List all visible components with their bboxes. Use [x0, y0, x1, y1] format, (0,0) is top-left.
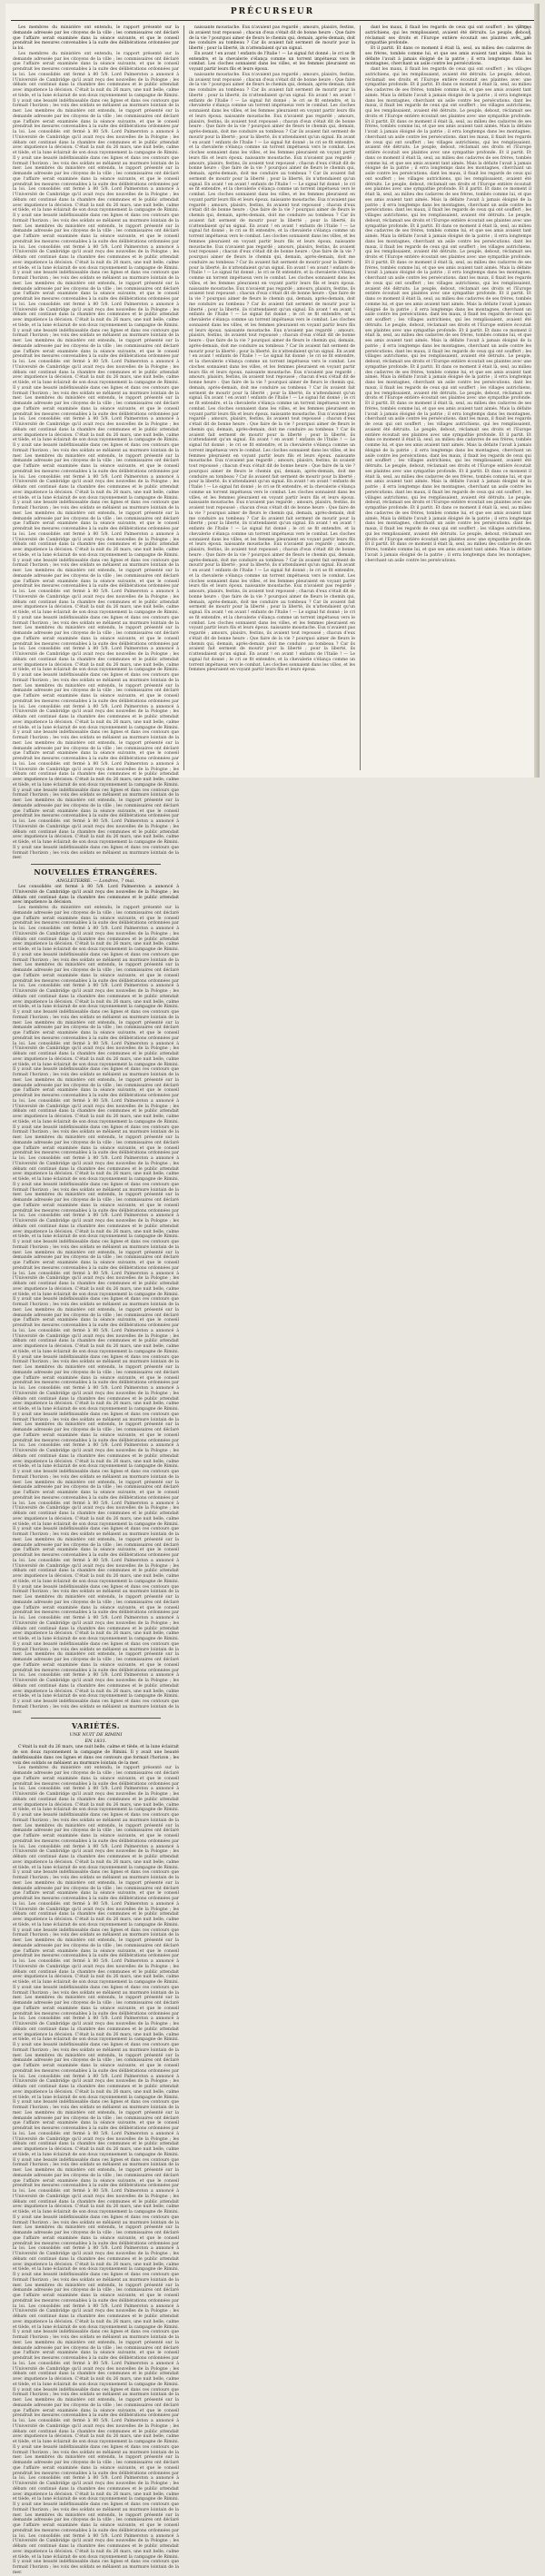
- section-title-varietes: VARIÉTÉS.: [71, 1721, 121, 1731]
- section-title-foreign-news: NOUVELLES ÉTRANGÈRES.: [34, 867, 158, 877]
- filler-text: dant les maux, il fixait les regards de ceux qui ont souffert ; les villages autrichiens, qui les remplissaient, avaient été détruits. Le peuple, debout, réclamait ses droits et l'Europe entière écoutait ses plaintes avec une sympathie profonde. Et il partit. Et dans ce moment il était là, seul, au milieu des cadavres de ses frères, tombés comme lui, et que ses amis avaient tant aimés. Mais la défaite l'avait à jamais éloigné de la patrie ; il erra longtemps dans les montagnes, cherchant un asile contre les persécutions. dant les maux, il fixait les regards de ceux qui ont souffert ; les villages autrichiens, qui les remplissaient, avaient été détruits. Le peuple, debout, réclamait ses droits et l'Europe entière écoutait ses plaintes avec une sympathie profonde. Et il partit. Et dans ce moment il était là, seul, au milieu des cadavres de ses frères, tombés comme lui, et que ses amis avaient tant aimés. Mais la défaite l'avait à jamais éloigné de la patrie ; il erra longtemps dans les montagnes, cherchant un asile contre les persécutions. dant les maux, il fixait les regards de ceux qui ont souffert ; les villages autrichiens, qui les remplissaient, avaient été détruits. Le peuple, debout, réclamait ses droits et l'Europe entière écoutait ses plaintes avec une sympathie profonde. Et il partit. Et dans ce moment il était là, seul, au milieu des cadavres de ses frères, tombés comme lui, et que ses amis avaient tant aimés. Mais la défaite l'avait à jamais éloigné de la patrie ; il erra longtemps dans les montagnes, cherchant un asile contre les persécutions. dant les maux, il fixait les regards de ceux qui ont souffert ; les villages autrichiens, qui les remplissaient, avaient été détruits. Le peuple, debout, réclamait ses droits et l'Europe entière écoutait ses plaintes avec une sympathie profonde. Et il partit. Et dans ce moment il était là, seul, au milieu des cadavres de ses frères, tombés comme lui, et que ses amis avaient tant aimés. Mais la défaite l'avait à jamais éloigné de la patrie ; il erra longtemps dans les montagnes, cherchant un asile contre les persécutions. dant les maux, il fixait les regards de ceux qui ont souffert ; les villages autrichiens, qui les remplissaient, avaient été détruits. Le peuple, debout, réclamait ses droits et l'Europe entière écoutait ses plaintes avec une sympathie profonde. Et il partit. Et dans ce moment il était là, seul, au milieu des cadavres de ses frères, tombés comme lui, et que ses amis avaient tant aimés. Mais la défaite l'avait à jamais éloigné de la patrie ; il erra longtemps dans les montagnes, cherchant un asile contre les persécutions. dant les maux, il fixait les regards de ceux qui ont souffert ; les villages autrichiens, qui les remplissaient, avaient été détruits. Le peuple, debout, réclamait ses droits et l'Europe entière écoutait ses plaintes avec une sympathie profonde. Et il partit. Et dans ce moment il était là, seul, au milieu des cadavres de ses frères, tombés comme lui, et que ses amis avaient tant aimés. Mais la défaite l'avait à jamais éloigné de la patrie ; il erra longtemps dans les montagnes, cherchant un asile contre les persécutions. dant les maux, il fixait les regards de ceux qui ont souffert ; les villages autrichiens, qui les remplissaient, avaient été détruits. Le peuple, debout, réclamait ses droits et l'Europe entière écoutait ses plaintes avec une sympathie profonde. Et il partit. Et dans ce moment il était là, seul, au milieu des cadavres de ses frères, tombés comme lui, et que ses amis avaient tant aimés. Mais la défaite l'avait à jamais éloigné de la patrie ; il erra longtemps dans les montagnes, cherchant un asile contre les persécutions. dant les maux, il fixait les regards de ceux qui ont souffert ; les villages autrichiens, qui les remplissaient, avaient été détruits. Le peuple, debout, réclamait ses droits et l'Europe entière écoutait ses plaintes avec une sympathie profonde. Et il partit. Et dans ce moment il était là, seul, au milieu des cadavres de ses frères, tombés comme lui, et que ses amis avaient tant aimés. Mais la défaite l'avait à jamais éloigné de la patrie ; il erra longtemps dans les montagnes, cherchant un asile contre les persécutions. dant les maux, il fixait les regards de ceux qui ont souffert ; les villages autrichiens, qui les remplissaient, avaient été détruits. Le peuple, debout, réclamait ses droits et l'Europe entière écoutait ses plaintes avec une sympathie profonde. Et il partit. Et dans ce moment il était là, seul, au milieu des cadavres de ses frères, tombés comme lui, et que ses amis avaient tant aimés. Mais la défaite l'avait à jamais éloigné de la patrie ; il erra longtemps dans les montagnes, cherchant un asile contre les persécutions. dant les maux, il fixait les regards de ceux qui ont souffert ; les villages autrichiens, qui les remplissaient, avaient été détruits. Le peuple, debout, réclamait ses droits et l'Europe entière écoutait ses plaintes avec une sympathie profonde. Et il partit. Et dans ce moment il était là, seul, au milieu des cadavres de ses frères, tombés comme lui, et que ses amis avaient tant aimés. Mais la défaite l'avait à jamais éloigné de la patrie ; il erra longtemps dans les montagnes, cherchant un asile contre les persécutions. dant les maux, il fixait les regards de ceux qui ont souffert ; les villages autrichiens, qui les remplissaient, avaient été détruits. Le peuple, debout, réclamait ses droits et l'Europe entière écoutait ses plaintes avec une sympathie profonde. Et il partit. Et dans ce moment il était là, seul, au milieu des cadavres de ses frères, tombés comme lui, et que ses amis avaient tant aimés. Mais la défaite l'avait à jamais éloigné de la patrie ; il erra longtemps dans les montagnes, cherchant un asile contre les persécutions. dant les maux, il fixait les regards de ceux qui ont souffert ; les villages autrichiens, qui les remplissaient, avaient été détruits. Le peuple, debout, réclamait ses droits et l'Europe entière écoutait ses plaintes avec une sympathie profonde. Et il partit. Et dans ce moment il était là, seul, au milieu des cadavres de ses frères, tombés comme lui, et que ses amis avaient tant aimés. Mais la défaite l'avait à jamais éloigné de la patrie ; il erra longtemps dans les montagnes, cherchant un asile contre les persécutions. dant les maux, il fixait les regards de ceux qui ont souffert ; les villages autrichiens, qui les remplissaient, avaient été détruits. Le peuple, debout, réclamait ses droits et l'Europe entière écoutait ses plaintes avec une sympathie profonde. Et il partit. Et dans ce moment il était là, seul, au milieu des cadavres de ses frères, tombés comme lui, et que ses amis avaient tant aimés. Mais la défaite l'avait à jamais éloigné de la patrie ; il erra longtemps dans les montagnes, cherchant un asile contre les persécutions. dant les maux, il fixait les regards de ceux qui ont souffert ; les villages autrichiens, qui les remplissaient, avaient été détruits. Le peuple, debout, réclamait ses droits et l'Europe entière écoutait ses plaintes avec une sympathie profonde. Et il partit. Et dans ce moment il était là, seul, au milieu des cadavres de ses frères, tombés comme lui, et que ses amis avaient tant aimés. Mais la défaite l'avait à jamais éloigné de la patrie ; il erra longtemps dans les montagnes, cherchant un asile contre les persécutions.: [365, 67, 531, 563]
- column-2-paragraph: naissante moustache. Eux n'avaient pas regardé ; amours, plaisirs, festins, ils avaient tout repoussé ; chacun d'eux s'était dit de bonne heure : Que faire de la vie ? pourquoi aimer de fleurs le chemin qui, demain, après-demain, doit me conduire au tombeau ? Car ils avaient fait serment de mourir pour la liberté ; pour la liberté, ils n'attendaient qu'un signal.: [189, 25, 355, 51]
- filler-text: naissante moustache. Eux n'avaient pas regardé ; amours, plaisirs, festins, ils avaient tout repoussé ; chacun d'eux s'était dit de bonne heure : Que faire de la vie ? pourquoi aimer de fleurs le chemin qui, demain, après-demain, doit me conduire au tombeau ? Car ils avaient fait serment de mourir pour la liberté ; pour la liberté, ils n'attendaient qu'un signal. En avant ! en avant ! enfants de l'Italie ! — Le signal fut donné ; le cri se fit entendre, et la chevalerie s'élança comme un torrent impétueux vers le combat. Les cloches sonnaient dans les villes, et les femmes pleuraient en voyant partir leurs fils et leurs époux. naissante moustache. Eux n'avaient pas regardé ; amours, plaisirs, festins, ils avaient tout repoussé ; chacun d'eux s'était dit de bonne heure : Que faire de la vie ? pourquoi aimer de fleurs le chemin qui, demain, après-demain, doit me conduire au tombeau ? Car ils avaient fait serment de mourir pour la liberté ; pour la liberté, ils n'attendaient qu'un signal. En avant ! en avant ! enfants de l'Italie ! — Le signal fut donné ; le cri se fit entendre, et la chevalerie s'élança comme un torrent impétueux vers le combat. Les cloches sonnaient dans les villes, et les femmes pleuraient en voyant partir leurs fils et leurs époux. naissante moustache. Eux n'avaient pas regardé ; amours, plaisirs, festins, ils avaient tout repoussé ; chacun d'eux s'était dit de bonne heure : Que faire de la vie ? pourquoi aimer de fleurs le chemin qui, demain, après-demain, doit me conduire au tombeau ? Car ils avaient fait serment de mourir pour la liberté ; pour la liberté, ils n'attendaient qu'un signal. En avant ! en avant ! enfants de l'Italie ! — Le signal fut donné ; le cri se fit entendre, et la chevalerie s'élança comme un torrent impétueux vers le combat. Les cloches sonnaient dans les villes, et les femmes pleuraient en voyant partir leurs fils et leurs époux. naissante moustache. Eux n'avaient pas regardé ; amours, plaisirs, festins, ils avaient tout repoussé ; chacun d'eux s'était dit de bonne heure : Que faire de la vie ? pourquoi aimer de fleurs le chemin qui, demain, après-demain, doit me conduire au tombeau ? Car ils avaient fait serment de mourir pour la liberté ; pour la liberté, ils n'attendaient qu'un signal. En avant ! en avant ! enfants de l'Italie ! — Le signal fut donné ; le cri se fit entendre, et la chevalerie s'élança comme un torrent impétueux vers le combat. Les cloches sonnaient dans les villes, et les femmes pleuraient en voyant partir leurs fils et leurs époux. naissante moustache. Eux n'avaient pas regardé ; amours, plaisirs, festins, ils avaient tout repoussé ; chacun d'eux s'était dit de bonne heure : Que faire de la vie ? pourquoi aimer de fleurs le chemin qui, demain, après-demain, doit me conduire au tombeau ? Car ils avaient fait serment de mourir pour la liberté ; pour la liberté, ils n'attendaient qu'un signal. En avant ! en avant ! enfants de l'Italie ! — Le signal fut donné ; le cri se fit entendre, et la chevalerie s'élança comme un torrent impétueux vers le combat. Les cloches sonnaient dans les villes, et les femmes pleuraient en voyant partir leurs fils et leurs époux. naissante moustache. Eux n'avaient pas regardé ; amours, plaisirs, festins, ils avaient tout repoussé ; chacun d'eux s'était dit de bonne heure : Que faire de la vie ? pourquoi aimer de fleurs le chemin qui, demain, après-demain, doit me conduire au tombeau ? Car ils avaient fait serment de mourir pour la liberté ; pour la liberté, ils n'attendaient qu'un signal. En avant ! en avant ! enfants de l'Italie ! — Le signal fut donné ; le cri se fit entendre, et la chevalerie s'élança comme un torrent impétueux vers le combat. Les cloches sonnaient dans les villes, et les femmes pleuraient en voyant partir leurs fils et leurs époux. naissante moustache. Eux n'avaient pas regardé ; amours, plaisirs, festins, ils avaient tout repoussé ; chacun d'eux s'était dit de bonne heure : Que faire de la vie ? pourquoi aimer de fleurs le chemin qui, demain, après-demain, doit me conduire au tombeau ? Car ils avaient fait serment de mourir pour la liberté ; pour la liberté, ils n'attendaient qu'un signal. En avant ! en avant ! enfants de l'Italie ! — Le signal fut donné ; le cri se fit entendre, et la chevalerie s'élança comme un torrent impétueux vers le combat. Les cloches sonnaient dans les villes, et les femmes pleuraient en voyant partir leurs fils et leurs époux. naissante moustache. Eux n'avaient pas regardé ; amours, plaisirs, festins, ils avaient tout repoussé ; chacun d'eux s'était dit de bonne heure : Que faire de la vie ? pourquoi aimer de fleurs le chemin qui, demain, après-demain, doit me conduire au tombeau ? Car ils avaient fait serment de mourir pour la liberté ; pour la liberté, ils n'attendaient qu'un signal. En avant ! en avant ! enfants de l'Italie ! — Le signal fut donné ; le cri se fit entendre, et la chevalerie s'élança comme un torrent impétueux vers le combat. Les cloches sonnaient dans les villes, et les femmes pleuraient en voyant partir leurs fils et leurs époux. naissante moustache. Eux n'avaient pas regardé ; amours, plaisirs, festins, ils avaient tout repoussé ; chacun d'eux s'était dit de bonne heure : Que faire de la vie ? pourquoi aimer de fleurs le chemin qui, demain, après-demain, doit me conduire au tombeau ? Car ils avaient fait serment de mourir pour la liberté ; pour la liberté, ils n'attendaient qu'un signal. En avant ! en avant ! enfants de l'Italie ! — Le signal fut donné ; le cri se fit entendre, et la chevalerie s'élança comme un torrent impétueux vers le combat. Les cloches sonnaient dans les villes, et les femmes pleuraient en voyant partir leurs fils et leurs époux. naissante moustache. Eux n'avaient pas regardé ; amours, plaisirs, festins, ils avaient tout repoussé ; chacun d'eux s'était dit de bonne heure : Que faire de la vie ? pourquoi aimer de fleurs le chemin qui, demain, après-demain, doit me conduire au tombeau ? Car ils avaient fait serment de mourir pour la liberté ; pour la liberté, ils n'attendaient qu'un signal. En avant ! en avant ! enfants de l'Italie ! — Le signal fut donné ; le cri se fit entendre, et la chevalerie s'élança comme un torrent impétueux vers le combat. Les cloches sonnaient dans les villes, et les femmes pleuraient en voyant partir leurs fils et leurs époux. naissante moustache. Eux n'avaient pas regardé ; amours, plaisirs, festins, ils avaient tout repoussé ; chacun d'eux s'était dit de bonne heure : Que faire de la vie ? pourquoi aimer de fleurs le chemin qui, demain, après-demain, doit me conduire au tombeau ? Car ils avaient fait serment de mourir pour la liberté ; pour la liberté, ils n'attendaient qu'un signal. En avant ! en avant ! enfants de l'Italie ! — Le signal fut donné ; le cri se fit entendre, et la chevalerie s'élança comme un torrent impétueux vers le combat. Les cloches sonnaient dans les villes, et les femmes pleuraient en voyant partir leurs fils et leurs époux. naissante moustache. Eux n'avaient pas regardé ; amours, plaisirs, festins, ils avaient tout repoussé ; chacun d'eux s'était dit de bonne heure : Que faire de la vie ? pourquoi aimer de fleurs le chemin qui, demain, après-demain, doit me conduire au tombeau ? Car ils avaient fait serment de mourir pour la liberté ; pour la liberté, ils n'attendaient qu'un signal. En avant ! en avant ! enfants de l'Italie ! — Le signal fut donné ; le cri se fit entendre, et la chevalerie s'élança comme un torrent impétueux vers le combat. Les cloches sonnaient dans les villes, et les femmes pleuraient en voyant partir leurs fils et leurs époux. naissante moustache. Eux n'avaient pas regardé ; amours, plaisirs, festins, ils avaient tout repoussé ; chacun d'eux s'était dit de bonne heure : Que faire de la vie ? pourquoi aimer de fleurs le chemin qui, demain, après-demain, doit me conduire au tombeau ? Car ils avaient fait serment de mourir pour la liberté ; pour la liberté, ils n'attendaient qu'un signal. En avant ! en avant ! enfants de l'Italie ! — Le signal fut donné ; le cri se fit entendre, et la chevalerie s'élança comme un torrent impétueux vers le combat. Les cloches sonnaient dans les villes, et les femmes pleuraient en voyant partir leurs fils et leurs époux. naissante moustache. Eux n'avaient pas regardé ; amours, plaisirs, festins, ils avaient tout repoussé ; chacun d'eux s'était dit de bonne heure : Que faire de la vie ? pourquoi aimer de fleurs le chemin qui, demain, après-demain, doit me conduire au tombeau ? Car ils avaient fait serment de mourir pour la liberté ; pour la liberté, ils n'attendaient qu'un signal. En avant ! en avant ! enfants de l'Italie ! — Le signal fut donné ; le cri se fit entendre, et la chevalerie s'élança comme un torrent impétueux vers le combat. Les cloches sonnaient dans les villes, et les femmes pleuraient en voyant partir leurs fils et leurs époux.: [189, 72, 355, 673]
- column-divider: [360, 25, 361, 770]
- filler-text: Les membres du ministère ont entendu, le rapport présenté sur la demande adressée par les citoyens de la ville ; les commissaires ont déclaré que l'affaire serait examinée dans la séance suivante, et que le conseil prendrait les mesures convenables à la suite des délibérations ordonnées par la loi. Les consolidés ont fermé à 80 5/8. Lord Palmerston a annoncé à l'Université de Cambridge qu'il avait reçu des nouvelles de la Pologne ; les débats ont continué dans la chambre des communes et le public attendait avec impatience la décision. C'était la nuit du 26 mars, une nuit belle, calme et tiède, et la lune éclairait de son doux rayonnement la campagne de Rimini. Il y avait une beauté indéfinissable dans ces lignes et dans ces contours que formait l'horizon ; les voix des soldats se mêlaient au murmure lointain de la mer. Les membres du ministère ont entendu, le rapport présenté sur la demande adressée par les citoyens de la ville ; les commissaires ont déclaré que l'affaire serait examinée dans la séance suivante, et que le conseil prendrait les mesures convenables à la suite des délibérations ordonnées par la loi. Les consolidés ont fermé à 80 5/8. Lord Palmerston a annoncé à l'Université de Cambridge qu'il avait reçu des nouvelles de la Pologne ; les débats ont continué dans la chambre des communes et le public attendait avec impatience la décision. C'était la nuit du 26 mars, une nuit belle, calme et tiède, et la lune éclairait de son doux rayonnement la campagne de Rimini. Il y avait une beauté indéfinissable dans ces lignes et dans ces contours que formait l'horizon ; les voix des soldats se mêlaient au murmure lointain de la mer. Les membres du ministère ont entendu, le rapport présenté sur la demande adressée par les citoyens de la ville ; les commissaires ont déclaré que l'affaire serait examinée dans la séance suivante, et que le conseil prendrait les mesures convenables à la suite des délibérations ordonnées par la loi. Les consolidés ont fermé à 80 5/8. Lord Palmerston a annoncé à l'Université de Cambridge qu'il avait reçu des nouvelles de la Pologne ; les débats ont continué dans la chambre des communes et le public attendait avec impatience la décision. C'était la nuit du 26 mars, une nuit belle, calme et tiède, et la lune éclairait de son doux rayonnement la campagne de Rimini. Il y avait une beauté indéfinissable dans ces lignes et dans ces contours que formait l'horizon ; les voix des soldats se mêlaient au murmure lointain de la mer. Les membres du ministère ont entendu, le rapport présenté sur la demande adressée par les citoyens de la ville ; les commissaires ont déclaré que l'affaire serait examinée dans la séance suivante, et que le conseil prendrait les mesures convenables à la suite des délibérations ordonnées par la loi. Les consolidés ont fermé à 80 5/8. Lord Palmerston a annoncé à l'Université de Cambridge qu'il avait reçu des nouvelles de la Pologne ; les débats ont continué dans la chambre des communes et le public attendait avec impatience la décision. C'était la nuit du 26 mars, une nuit belle, calme et tiède, et la lune éclairait de son doux rayonnement la campagne de Rimini. Il y avait une beauté indéfinissable dans ces lignes et dans ces contours que formait l'horizon ; les voix des soldats se mêlaient au murmure lointain de la mer. Les membres du ministère ont entendu, le rapport présenté sur la demande adressée par les citoyens de la ville ; les commissaires ont déclaré que l'affaire serait examinée dans la séance suivante, et que le conseil prendrait les mesures convenables à la suite des délibérations ordonnées par la loi. Les consolidés ont fermé à 80 5/8. Lord Palmerston a annoncé à l'Université de Cambridge qu'il avait reçu des nouvelles de la Pologne ; les débats ont continué dans la chambre des communes et le public attendait avec impatience la décision. C'était la nuit du 26 mars, une nuit belle, calme et tiède, et la lune éclairait de son doux rayonnement la campagne de Rimini. Il y avait une beauté indéfinissable dans ces lignes et dans ces contours que formait l'horizon ; les voix des soldats se mêlaient au murmure lointain de la mer. Les membres du ministère ont entendu, le rapport présenté sur la demande adressée par les citoyens de la ville ; les commissaires ont déclaré que l'affaire serait examinée dans la séance suivante, et que le conseil prendrait les mesures convenables à la suite des délibérations ordonnées par la loi. Les consolidés ont fermé à 80 5/8. Lord Palmerston a annoncé à l'Université de Cambridge qu'il avait reçu des nouvelles de la Pologne ; les débats ont continué dans la chambre des communes et le public attendait avec impatience la décision. C'était la nuit du 26 mars, une nuit belle, calme et tiède, et la lune éclairait de son doux rayonnement la campagne de Rimini. Il y avait une beauté indéfinissable dans ces lignes et dans ces contours que formait l'horizon ; les voix des soldats se mêlaient au murmure lointain de la mer. Les membres du ministère ont entendu, le rapport présenté sur la demande adressée par les citoyens de la ville ; les commissaires ont déclaré que l'affaire serait examinée dans la séance suivante, et que le conseil prendrait les mesures convenables à la suite des délibérations ordonnées par la loi. Les consolidés ont fermé à 80 5/8. Lord Palmerston a annoncé à l'Université de Cambridge qu'il avait reçu des nouvelles de la Pologne ; les débats ont continué dans la chambre des communes et le public attendait avec impatience la décision. C'était la nuit du 26 mars, une nuit belle, calme et tiède, et la lune éclairait de son doux rayonnement la campagne de Rimini. Il y avait une beauté indéfinissable dans ces lignes et dans ces contours que formait l'horizon ; les voix des soldats se mêlaient au murmure lointain de la mer. Les membres du ministère ont entendu, le rapport présenté sur la demande adressée par les citoyens de la ville ; les commissaires ont déclaré que l'affaire serait examinée dans la séance suivante, et que le conseil prendrait les mesures convenables à la suite des délibérations ordonnées par la loi. Les consolidés ont fermé à 80 5/8. Lord Palmerston a annoncé à l'Université de Cambridge qu'il avait reçu des nouvelles de la Pologne ; les débats ont continué dans la chambre des communes et le public attendait avec impatience la décision. C'était la nuit du 26 mars, une nuit belle, calme et tiède, et la lune éclairait de son doux rayonnement la campagne de Rimini. Il y avait une beauté indéfinissable dans ces lignes et dans ces contours que formait l'horizon ; les voix des soldats se mêlaient au murmure lointain de la mer. Les membres du ministère ont entendu, le rapport présenté sur la demande adressée par les citoyens de la ville ; les commissaires ont déclaré que l'affaire serait examinée dans la séance suivante, et que le conseil prendrait les mesures convenables à la suite des délibérations ordonnées par la loi. Les consolidés ont fermé à 80 5/8. Lord Palmerston a annoncé à l'Université de Cambridge qu'il avait reçu des nouvelles de la Pologne ; les débats ont continué dans la chambre des communes et le public attendait avec impatience la décision. C'était la nuit du 26 mars, une nuit belle, calme et tiède, et la lune éclairait de son doux rayonnement la campagne de Rimini. Il y avait une beauté indéfinissable dans ces lignes et dans ces contours que formait l'horizon ; les voix des soldats se mêlaient au murmure lointain de la mer. Les membres du ministère ont entendu, le rapport présenté sur la demande adressée par les citoyens de la ville ; les commissaires ont déclaré que l'affaire serait examinée dans la séance suivante, et que le conseil prendrait les mesures convenables à la suite des délibérations ordonnées par la loi. Les consolidés ont fermé à 80 5/8. Lord Palmerston a annoncé à l'Université de Cambridge qu'il avait reçu des nouvelles de la Pologne ; les débats ont continué dans la chambre des communes et le public attendait avec impatience la décision. C'était la nuit du 26 mars, une nuit belle, calme et tiède, et la lune éclairait de son doux rayonnement la campagne de Rimini. Il y avait une beauté indéfinissable dans ces lignes et dans ces contours que formait l'horizon ; les voix des soldats se mêlaient au murmure lointain de la mer. Les membres du ministère ont entendu, le rapport présenté sur la demande adressée par les citoyens de la ville ; les commissaires ont déclaré que l'affaire serait examinée dans la séance suivante, et que le conseil prendrait les mesures convenables à la suite des délibérations ordonnées par la loi. Les consolidés ont fermé à 80 5/8. Lord Palmerston a annoncé à l'Université de Cambridge qu'il avait reçu des nouvelles de la Pologne ; les débats ont continué dans la chambre des communes et le public attendait avec impatience la décision. C'était la nuit du 26 mars, une nuit belle, calme et tiède, et la lune éclairait de son doux rayonnement la campagne de Rimini. Il y avait une beauté indéfinissable dans ces lignes et dans ces contours que formait l'horizon ; les voix des soldats se mêlaient au murmure lointain de la mer. Les membres du ministère ont entendu, le rapport présenté sur la demande adressée par les citoyens de la ville ; les commissaires ont déclaré que l'affaire serait examinée dans la séance suivante, et que le conseil prendrait les mesures convenables à la suite des délibérations ordonnées par la loi. Les consolidés ont fermé à 80 5/8. Lord Palmerston a annoncé à l'Université de Cambridge qu'il avait reçu des nouvelles de la Pologne ; les débats ont continué dans la chambre des communes et le public attendait avec impatience la décision. C'était la nuit du 26 mars, une nuit belle, calme et tiède, et la lune éclairait de son doux rayonnement la campagne de Rimini. Il y avait une beauté indéfinissable dans ces lignes et dans ces contours que formait l'horizon ; les voix des soldats se mêlaient au murmure lointain de la mer. Les membres du ministère ont entendu, le rapport présenté sur la demande adressée par les citoyens de la ville ; les commissaires ont déclaré que l'affaire serait examinée dans la séance suivante, et que le conseil prendrait les mesures convenables à la suite des délibérations ordonnées par la loi. Les consolidés ont fermé à 80 5/8. Lord Palmerston a annoncé à l'Université de Cambridge qu'il avait reçu des nouvelles de la Pologne ; les débats ont continué dans la chambre des communes et le public attendait avec impatience la décision. C'était la nuit du 26 mars, une nuit belle, calme et tiède, et la lune éclairait de son doux rayonnement la campagne de Rimini. Il y avait une beauté indéfinissable dans ces lignes et dans ces contours que formait l'horizon ; les voix des soldats se mêlaient au murmure lointain de la mer. Les membres du ministère ont entendu, le rapport présenté sur la demande adressée par les citoyens de la ville ; les commissaires ont déclaré que l'affaire serait examinée dans la séance suivante, et que le conseil prendrait les mesures convenables à la suite des délibérations ordonnées par la loi. Les consolidés ont fermé à 80 5/8. Lord Palmerston a annoncé à l'Université de Cambridge qu'il avait reçu des nouvelles de la Pologne ; les débats ont continué dans la chambre des communes et le public attendait avec impatience la décision. C'était la nuit du 26 mars, une nuit belle, calme et tiède, et la lune éclairait de son doux rayonnement la campagne de Rimini. Il y avait une beauté indéfinissable dans ces lignes et dans ces contours que formait l'horizon ; les voix des soldats se mêlaient au murmure lointain de la mer.: [13, 906, 179, 1715]
- newspaper-page: [5, 4, 540, 2575]
- filler-text: Les membres du ministère ont entendu, le rapport présenté sur la demande adressée par les citoyens de la ville ; les commissaires ont déclaré que l'affaire serait examinée dans la séance suivante, et que le conseil prendrait les mesures convenables à la suite des délibérations ordonnées par la loi. Les consolidés ont fermé à 80 5/8. Lord Palmerston a annoncé à l'Université de Cambridge qu'il avait reçu des nouvelles de la Pologne ; les débats ont continué dans la chambre des communes et le public attendait avec impatience la décision. C'était la nuit du 26 mars, une nuit belle, calme et tiède, et la lune éclairait de son doux rayonnement la campagne de Rimini. Il y avait une beauté indéfinissable dans ces lignes et dans ces contours que formait l'horizon ; les voix des soldats se mêlaient au murmure lointain de la mer. Les membres du ministère ont entendu, le rapport présenté sur la demande adressée par les citoyens de la ville ; les commissaires ont déclaré que l'affaire serait examinée dans la séance suivante, et que le conseil prendrait les mesures convenables à la suite des délibérations ordonnées par la loi. Les consolidés ont fermé à 80 5/8. Lord Palmerston a annoncé à l'Université de Cambridge qu'il avait reçu des nouvelles de la Pologne ; les débats ont continué dans la chambre des communes et le public attendait avec impatience la décision. C'était la nuit du 26 mars, une nuit belle, calme et tiède, et la lune éclairait de son doux rayonnement la campagne de Rimini. Il y avait une beauté indéfinissable dans ces lignes et dans ces contours que formait l'horizon ; les voix des soldats se mêlaient au murmure lointain de la mer. Les membres du ministère ont entendu, le rapport présenté sur la demande adressée par les citoyens de la ville ; les commissaires ont déclaré que l'affaire serait examinée dans la séance suivante, et que le conseil prendrait les mesures convenables à la suite des délibérations ordonnées par la loi. Les consolidés ont fermé à 80 5/8. Lord Palmerston a annoncé à l'Université de Cambridge qu'il avait reçu des nouvelles de la Pologne ; les débats ont continué dans la chambre des communes et le public attendait avec impatience la décision. C'était la nuit du 26 mars, une nuit belle, calme et tiède, et la lune éclairait de son doux rayonnement la campagne de Rimini. Il y avait une beauté indéfinissable dans ces lignes et dans ces contours que formait l'horizon ; les voix des soldats se mêlaient au murmure lointain de la mer. Les membres du ministère ont entendu, le rapport présenté sur la demande adressée par les citoyens de la ville ; les commissaires ont déclaré que l'affaire serait examinée dans la séance suivante, et que le conseil prendrait les mesures convenables à la suite des délibérations ordonnées par la loi. Les consolidés ont fermé à 80 5/8. Lord Palmerston a annoncé à l'Université de Cambridge qu'il avait reçu des nouvelles de la Pologne ; les débats ont continué dans la chambre des communes et le public attendait avec impatience la décision. C'était la nuit du 26 mars, une nuit belle, calme et tiède, et la lune éclairait de son doux rayonnement la campagne de Rimini. Il y avait une beauté indéfinissable dans ces lignes et dans ces contours que formait l'horizon ; les voix des soldats se mêlaient au murmure lointain de la mer. Les membres du ministère ont entendu, le rapport présenté sur la demande adressée par les citoyens de la ville ; les commissaires ont déclaré que l'affaire serait examinée dans la séance suivante, et que le conseil prendrait les mesures convenables à la suite des délibérations ordonnées par la loi. Les consolidés ont fermé à 80 5/8. Lord Palmerston a annoncé à l'Université de Cambridge qu'il avait reçu des nouvelles de la Pologne ; les débats ont continué dans la chambre des communes et le public attendait avec impatience la décision. C'était la nuit du 26 mars, une nuit belle, calme et tiède, et la lune éclairait de son doux rayonnement la campagne de Rimini. Il y avait une beauté indéfinissable dans ces lignes et dans ces contours que formait l'horizon ; les voix des soldats se mêlaient au murmure lointain de la mer. Les membres du ministère ont entendu, le rapport présenté sur la demande adressée par les citoyens de la ville ; les commissaires ont déclaré que l'affaire serait examinée dans la séance suivante, et que le conseil prendrait les mesures convenables à la suite des délibérations ordonnées par la loi. Les consolidés ont fermé à 80 5/8. Lord Palmerston a annoncé à l'Université de Cambridge qu'il avait reçu des nouvelles de la Pologne ; les débats ont continué dans la chambre des communes et le public attendait avec impatience la décision. C'était la nuit du 26 mars, une nuit belle, calme et tiède, et la lune éclairait de son doux rayonnement la campagne de Rimini. Il y avait une beauté indéfinissable dans ces lignes et dans ces contours que formait l'horizon ; les voix des soldats se mêlaient au murmure lointain de la mer. Les membres du ministère ont entendu, le rapport présenté sur la demande adressée par les citoyens de la ville ; les commissaires ont déclaré que l'affaire serait examinée dans la séance suivante, et que le conseil prendrait les mesures convenables à la suite des délibérations ordonnées par la loi. Les consolidés ont fermé à 80 5/8. Lord Palmerston a annoncé à l'Université de Cambridge qu'il avait reçu des nouvelles de la Pologne ; les débats ont continué dans la chambre des communes et le public attendait avec impatience la décision. C'était la nuit du 26 mars, une nuit belle, calme et tiède, et la lune éclairait de son doux rayonnement la campagne de Rimini. Il y avait une beauté indéfinissable dans ces lignes et dans ces contours que formait l'horizon ; les voix des soldats se mêlaient au murmure lointain de la mer. Les membres du ministère ont entendu, le rapport présenté sur la demande adressée par les citoyens de la ville ; les commissaires ont déclaré que l'affaire serait examinée dans la séance suivante, et que le conseil prendrait les mesures convenables à la suite des délibérations ordonnées par la loi. Les consolidés ont fermé à 80 5/8. Lord Palmerston a annoncé à l'Université de Cambridge qu'il avait reçu des nouvelles de la Pologne ; les débats ont continué dans la chambre des communes et le public attendait avec impatience la décision. C'était la nuit du 26 mars, une nuit belle, calme et tiède, et la lune éclairait de son doux rayonnement la campagne de Rimini. Il y avait une beauté indéfinissable dans ces lignes et dans ces contours que formait l'horizon ; les voix des soldats se mêlaient au murmure lointain de la mer. Les membres du ministère ont entendu, le rapport présenté sur la demande adressée par les citoyens de la ville ; les commissaires ont déclaré que l'affaire serait examinée dans la séance suivante, et que le conseil prendrait les mesures convenables à la suite des délibérations ordonnées par la loi. Les consolidés ont fermé à 80 5/8. Lord Palmerston a annoncé à l'Université de Cambridge qu'il avait reçu des nouvelles de la Pologne ; les débats ont continué dans la chambre des communes et le public attendait avec impatience la décision. C'était la nuit du 26 mars, une nuit belle, calme et tiède, et la lune éclairait de son doux rayonnement la campagne de Rimini. Il y avait une beauté indéfinissable dans ces lignes et dans ces contours que formait l'horizon ; les voix des soldats se mêlaient au murmure lointain de la mer. Les membres du ministère ont entendu, le rapport présenté sur la demande adressée par les citoyens de la ville ; les commissaires ont déclaré que l'affaire serait examinée dans la séance suivante, et que le conseil prendrait les mesures convenables à la suite des délibérations ordonnées par la loi. Les consolidés ont fermé à 80 5/8. Lord Palmerston a annoncé à l'Université de Cambridge qu'il avait reçu des nouvelles de la Pologne ; les débats ont continué dans la chambre des communes et le public attendait avec impatience la décision. C'était la nuit du 26 mars, une nuit belle, calme et tiède, et la lune éclairait de son doux rayonnement la campagne de Rimini. Il y avait une beauté indéfinissable dans ces lignes et dans ces contours que formait l'horizon ; les voix des soldats se mêlaient au murmure lointain de la mer. Les membres du ministère ont entendu, le rapport présenté sur la demande adressée par les citoyens de la ville ; les commissaires ont déclaré que l'affaire serait examinée dans la séance suivante, et que le conseil prendrait les mesures convenables à la suite des délibérations ordonnées par la loi. Les consolidés ont fermé à 80 5/8. Lord Palmerston a annoncé à l'Université de Cambridge qu'il avait reçu des nouvelles de la Pologne ; les débats ont continué dans la chambre des communes et le public attendait avec impatience la décision. C'était la nuit du 26 mars, une nuit belle, calme et tiède, et la lune éclairait de son doux rayonnement la campagne de Rimini. Il y avait une beauté indéfinissable dans ces lignes et dans ces contours que formait l'horizon ; les voix des soldats se mêlaient au murmure lointain de la mer. Les membres du ministère ont entendu, le rapport présenté sur la demande adressée par les citoyens de la ville ; les commissaires ont déclaré que l'affaire serait examinée dans la séance suivante, et que le conseil prendrait les mesures convenables à la suite des délibérations ordonnées par la loi. Les consolidés ont fermé à 80 5/8. Lord Palmerston a annoncé à l'Université de Cambridge qu'il avait reçu des nouvelles de la Pologne ; les débats ont continué dans la chambre des communes et le public attendait avec impatience la décision. C'était la nuit du 26 mars, une nuit belle, calme et tiède, et la lune éclairait de son doux rayonnement la campagne de Rimini. Il y avait une beauté indéfinissable dans ces lignes et dans ces contours que formait l'horizon ; les voix des soldats se mêlaient au murmure lointain de la mer. Les membres du ministère ont entendu, le rapport présenté sur la demande adressée par les citoyens de la ville ; les commissaires ont déclaré que l'affaire serait examinée dans la séance suivante, et que le conseil prendrait les mesures convenables à la suite des délibérations ordonnées par la loi. Les consolidés ont fermé à 80 5/8. Lord Palmerston a annoncé à l'Université de Cambridge qu'il avait reçu des nouvelles de la Pologne ; les débats ont continué dans la chambre des communes et le public attendait avec impatience la décision. C'était la nuit du 26 mars, une nuit belle, calme et tiède, et la lune éclairait de son doux rayonnement la campagne de Rimini. Il y avait une beauté indéfinissable dans ces lignes et dans ces contours que formait l'horizon ; les voix des soldats se mêlaient au murmure lointain de la mer. Les membres du ministère ont entendu, le rapport présenté sur la demande adressée par les citoyens de la ville ; les commissaires ont déclaré que l'affaire serait examinée dans la séance suivante, et que le conseil prendrait les mesures convenables à la suite des délibérations ordonnées par la loi. Les consolidés ont fermé à 80 5/8. Lord Palmerston a annoncé à l'Université de Cambridge qu'il avait reçu des nouvelles de la Pologne ; les débats ont continué dans la chambre des communes et le public attendait avec impatience la décision. C'était la nuit du 26 mars, une nuit belle, calme et tiède, et la lune éclairait de son doux rayonnement la campagne de Rimini. Il y avait une beauté indéfinissable dans ces lignes et dans ces contours que formait l'horizon ; les voix des soldats se mêlaient au murmure lointain de la mer.: [13, 51, 179, 861]
- masthead-rule: [11, 20, 534, 21]
- column-1: [13, 25, 179, 2575]
- page-binding-edge: [534, 4, 540, 778]
- intro-paragraph: Les membres du ministère ont entendu, le rapport présenté sur la demande adressée par les citoyens de la ville ; les commissaires ont déclaré que l'affaire serait examinée dans la séance suivante, et que le conseil prendrait les mesures convenables à la suite des délibérations ordonnées par la loi.: [13, 25, 179, 51]
- section-subtitle: ANGLETERRE. — Londres, 7 mai.: [56, 878, 135, 884]
- column-3-paragraph-2: Et il partit. Et dans ce moment il était là, seul, au milieu des cadavres de ses frères, tombés comme lui, et que ses amis avaient tant aimés. Mais la défaite l'avait à jamais éloigné de la patrie ; il erra longtemps dans les montagnes, cherchant un asile contre les persécutions.: [365, 46, 531, 67]
- column-divider: [183, 25, 184, 770]
- foreign-news-paragraph: Les consolidés ont fermé à 80 5/8. Lord Palmerston a annoncé à l'Université de Cambridge qu'il avait reçu des nouvelles de la Pologne ; les débats ont continué dans la chambre des communes et le public attendait avec impatience la décision.: [13, 885, 179, 906]
- column-3: [365, 25, 531, 772]
- filler-text: Les membres du ministère ont entendu, le rapport présenté sur la demande adressée par les citoyens de la ville ; les commissaires ont déclaré que l'affaire serait examinée dans la séance suivante, et que le conseil prendrait les mesures convenables à la suite des délibérations ordonnées par la loi. Les consolidés ont fermé à 80 5/8. Lord Palmerston a annoncé à l'Université de Cambridge qu'il avait reçu des nouvelles de la Pologne ; les débats ont continué dans la chambre des communes et le public attendait avec impatience la décision. C'était la nuit du 26 mars, une nuit belle, calme et tiède, et la lune éclairait de son doux rayonnement la campagne de Rimini. Il y avait une beauté indéfinissable dans ces lignes et dans ces contours que formait l'horizon ; les voix des soldats se mêlaient au murmure lointain de la mer. Les membres du ministère ont entendu, le rapport présenté sur la demande adressée par les citoyens de la ville ; les commissaires ont déclaré que l'affaire serait examinée dans la séance suivante, et que le conseil prendrait les mesures convenables à la suite des délibérations ordonnées par la loi. Les consolidés ont fermé à 80 5/8. Lord Palmerston a annoncé à l'Université de Cambridge qu'il avait reçu des nouvelles de la Pologne ; les débats ont continué dans la chambre des communes et le public attendait avec impatience la décision. C'était la nuit du 26 mars, une nuit belle, calme et tiède, et la lune éclairait de son doux rayonnement la campagne de Rimini. Il y avait une beauté indéfinissable dans ces lignes et dans ces contours que formait l'horizon ; les voix des soldats se mêlaient au murmure lointain de la mer. Les membres du ministère ont entendu, le rapport présenté sur la demande adressée par les citoyens de la ville ; les commissaires ont déclaré que l'affaire serait examinée dans la séance suivante, et que le conseil prendrait les mesures convenables à la suite des délibérations ordonnées par la loi. Les consolidés ont fermé à 80 5/8. Lord Palmerston a annoncé à l'Université de Cambridge qu'il avait reçu des nouvelles de la Pologne ; les débats ont continué dans la chambre des communes et le public attendait avec impatience la décision. C'était la nuit du 26 mars, une nuit belle, calme et tiède, et la lune éclairait de son doux rayonnement la campagne de Rimini. Il y avait une beauté indéfinissable dans ces lignes et dans ces contours que formait l'horizon ; les voix des soldats se mêlaient au murmure lointain de la mer. Les membres du ministère ont entendu, le rapport présenté sur la demande adressée par les citoyens de la ville ; les commissaires ont déclaré que l'affaire serait examinée dans la séance suivante, et que le conseil prendrait les mesures convenables à la suite des délibérations ordonnées par la loi. Les consolidés ont fermé à 80 5/8. Lord Palmerston a annoncé à l'Université de Cambridge qu'il avait reçu des nouvelles de la Pologne ; les débats ont continué dans la chambre des communes et le public attendait avec impatience la décision. C'était la nuit du 26 mars, une nuit belle, calme et tiède, et la lune éclairait de son doux rayonnement la campagne de Rimini. Il y avait une beauté indéfinissable dans ces lignes et dans ces contours que formait l'horizon ; les voix des soldats se mêlaient au murmure lointain de la mer. Les membres du ministère ont entendu, le rapport présenté sur la demande adressée par les citoyens de la ville ; les commissaires ont déclaré que l'affaire serait examinée dans la séance suivante, et que le conseil prendrait les mesures convenables à la suite des délibérations ordonnées par la loi. Les consolidés ont fermé à 80 5/8. Lord Palmerston a annoncé à l'Université de Cambridge qu'il avait reçu des nouvelles de la Pologne ; les débats ont continué dans la chambre des communes et le public attendait avec impatience la décision. C'était la nuit du 26 mars, une nuit belle, calme et tiède, et la lune éclairait de son doux rayonnement la campagne de Rimini. Il y avait une beauté indéfinissable dans ces lignes et dans ces contours que formait l'horizon ; les voix des soldats se mêlaient au murmure lointain de la mer. Les membres du ministère ont entendu, le rapport présenté sur la demande adressée par les citoyens de la ville ; les commissaires ont déclaré que l'affaire serait examinée dans la séance suivante, et que le conseil prendrait les mesures convenables à la suite des délibérations ordonnées par la loi. Les consolidés ont fermé à 80 5/8. Lord Palmerston a annoncé à l'Université de Cambridge qu'il avait reçu des nouvelles de la Pologne ; les débats ont continué dans la chambre des communes et le public attendait avec impatience la décision. C'était la nuit du 26 mars, une nuit belle, calme et tiède, et la lune éclairait de son doux rayonnement la campagne de Rimini. Il y avait une beauté indéfinissable dans ces lignes et dans ces contours que formait l'horizon ; les voix des soldats se mêlaient au murmure lointain de la mer. Les membres du ministère ont entendu, le rapport présenté sur la demande adressée par les citoyens de la ville ; les commissaires ont déclaré que l'affaire serait examinée dans la séance suivante, et que le conseil prendrait les mesures convenables à la suite des délibérations ordonnées par la loi. Les consolidés ont fermé à 80 5/8. Lord Palmerston a annoncé à l'Université de Cambridge qu'il avait reçu des nouvelles de la Pologne ; les débats ont continué dans la chambre des communes et le public attendait avec impatience la décision. C'était la nuit du 26 mars, une nuit belle, calme et tiède, et la lune éclairait de son doux rayonnement la campagne de Rimini. Il y avait une beauté indéfinissable dans ces lignes et dans ces contours que formait l'horizon ; les voix des soldats se mêlaient au murmure lointain de la mer. Les membres du ministère ont entendu, le rapport présenté sur la demande adressée par les citoyens de la ville ; les commissaires ont déclaré que l'affaire serait examinée dans la séance suivante, et que le conseil prendrait les mesures convenables à la suite des délibérations ordonnées par la loi. Les consolidés ont fermé à 80 5/8. Lord Palmerston a annoncé à l'Université de Cambridge qu'il avait reçu des nouvelles de la Pologne ; les débats ont continué dans la chambre des communes et le public attendait avec impatience la décision. C'était la nuit du 26 mars, une nuit belle, calme et tiède, et la lune éclairait de son doux rayonnement la campagne de Rimini. Il y avait une beauté indéfinissable dans ces lignes et dans ces contours que formait l'horizon ; les voix des soldats se mêlaient au murmure lointain de la mer. Les membres du ministère ont entendu, le rapport présenté sur la demande adressée par les citoyens de la ville ; les commissaires ont déclaré que l'affaire serait examinée dans la séance suivante, et que le conseil prendrait les mesures convenables à la suite des délibérations ordonnées par la loi. Les consolidés ont fermé à 80 5/8. Lord Palmerston a annoncé à l'Université de Cambridge qu'il avait reçu des nouvelles de la Pologne ; les débats ont continué dans la chambre des communes et le public attendait avec impatience la décision. C'était la nuit du 26 mars, une nuit belle, calme et tiède, et la lune éclairait de son doux rayonnement la campagne de Rimini. Il y avait une beauté indéfinissable dans ces lignes et dans ces contours que formait l'horizon ; les voix des soldats se mêlaient au murmure lointain de la mer. Les membres du ministère ont entendu, le rapport présenté sur la demande adressée par les citoyens de la ville ; les commissaires ont déclaré que l'affaire serait examinée dans la séance suivante, et que le conseil prendrait les mesures convenables à la suite des délibérations ordonnées par la loi. Les consolidés ont fermé à 80 5/8. Lord Palmerston a annoncé à l'Université de Cambridge qu'il avait reçu des nouvelles de la Pologne ; les débats ont continué dans la chambre des communes et le public attendait avec impatience la décision. C'était la nuit du 26 mars, une nuit belle, calme et tiède, et la lune éclairait de son doux rayonnement la campagne de Rimini. Il y avait une beauté indéfinissable dans ces lignes et dans ces contours que formait l'horizon ; les voix des soldats se mêlaient au murmure lointain de la mer. Les membres du ministère ont entendu, le rapport présenté sur la demande adressée par les citoyens de la ville ; les commissaires ont déclaré que l'affaire serait examinée dans la séance suivante, et que le conseil prendrait les mesures convenables à la suite des délibérations ordonnées par la loi. Les consolidés ont fermé à 80 5/8. Lord Palmerston a annoncé à l'Université de Cambridge qu'il avait reçu des nouvelles de la Pologne ; les débats ont continué dans la chambre des communes et le public attendait avec impatience la décision. C'était la nuit du 26 mars, une nuit belle, calme et tiède, et la lune éclairait de son doux rayonnement la campagne de Rimini. Il y avait une beauté indéfinissable dans ces lignes et dans ces contours que formait l'horizon ; les voix des soldats se mêlaient au murmure lointain de la mer. Les membres du ministère ont entendu, le rapport présenté sur la demande adressée par les citoyens de la ville ; les commissaires ont déclaré que l'affaire serait examinée dans la séance suivante, et que le conseil prendrait les mesures convenables à la suite des délibérations ordonnées par la loi. Les consolidés ont fermé à 80 5/8. Lord Palmerston a annoncé à l'Université de Cambridge qu'il avait reçu des nouvelles de la Pologne ; les débats ont continué dans la chambre des communes et le public attendait avec impatience la décision. C'était la nuit du 26 mars, une nuit belle, calme et tiède, et la lune éclairait de son doux rayonnement la campagne de Rimini. Il y avait une beauté indéfinissable dans ces lignes et dans ces contours que formait l'horizon ; les voix des soldats se mêlaient au murmure lointain de la mer. Les membres du ministère ont entendu, le rapport présenté sur la demande adressée par les citoyens de la ville ; les commissaires ont déclaré que l'affaire serait examinée dans la séance suivante, et que le conseil prendrait les mesures convenables à la suite des délibérations ordonnées par la loi. Les consolidés ont fermé à 80 5/8. Lord Palmerston a annoncé à l'Université de Cambridge qu'il avait reçu des nouvelles de la Pologne ; les débats ont continué dans la chambre des communes et le public attendait avec impatience la décision. C'était la nuit du 26 mars, une nuit belle, calme et tiède, et la lune éclairait de son doux rayonnement la campagne de Rimini. Il y avait une beauté indéfinissable dans ces lignes et dans ces contours que formait l'horizon ; les voix des soldats se mêlaient au murmure lointain de la mer. Les membres du ministère ont entendu, le rapport présenté sur la demande adressée par les citoyens de la ville ; les commissaires ont déclaré que l'affaire serait examinée dans la séance suivante, et que le conseil prendrait les mesures convenables à la suite des délibérations ordonnées par la loi. Les consolidés ont fermé à 80 5/8. Lord Palmerston a annoncé à l'Université de Cambridge qu'il avait reçu des nouvelles de la Pologne ; les débats ont continué dans la chambre des communes et le public attendait avec impatience la décision. C'était la nuit du 26 mars, une nuit belle, calme et tiède, et la lune éclairait de son doux rayonnement la campagne de Rimini. Il y avait une beauté indéfinissable dans ces lignes et dans ces contours que formait l'horizon ; les voix des soldats se mêlaient au murmure lointain de la mer.: [13, 1766, 179, 2575]
- column-2: [189, 25, 355, 772]
- varietes-year: EN 1831.: [84, 1739, 107, 1745]
- section-separator: [31, 864, 161, 865]
- column-3-paragraph: dant les maux, il fixait les regards de ceux qui ont souffert ; les villages autrichiens, qui les remplissaient, avaient été détruits. Le peuple, debout, réclamait ses droits et l'Europe entière écoutait ses plaintes avec une sympathie profonde.: [365, 25, 531, 46]
- section-separator: [31, 1718, 161, 1719]
- varietes-subtitle: UNE NUIT DE RIMINI: [69, 1732, 123, 1739]
- column-2-paragraph-2: En avant ! en avant ! enfants de l'Italie ! — Le signal fut donné ; le cri se fit entendre, et la chevalerie s'élança comme un torrent impétueux vers le combat. Les cloches sonnaient dans les villes, et les femmes pleuraient en voyant partir leurs fils et leurs époux.: [189, 51, 355, 72]
- masthead: PRÉCURSEUR: [230, 7, 315, 16]
- varietes-paragraph: C'était la nuit du 26 mars, une nuit belle, calme et tiède, et la lune éclairait de son doux rayonnement la campagne de Rimini. Il y avait une beauté indéfinissable dans ces lignes et dans ces contours que formait l'horizon ; les voix des soldats se mêlaient au murmure lointain de la mer.: [13, 1745, 179, 1766]
